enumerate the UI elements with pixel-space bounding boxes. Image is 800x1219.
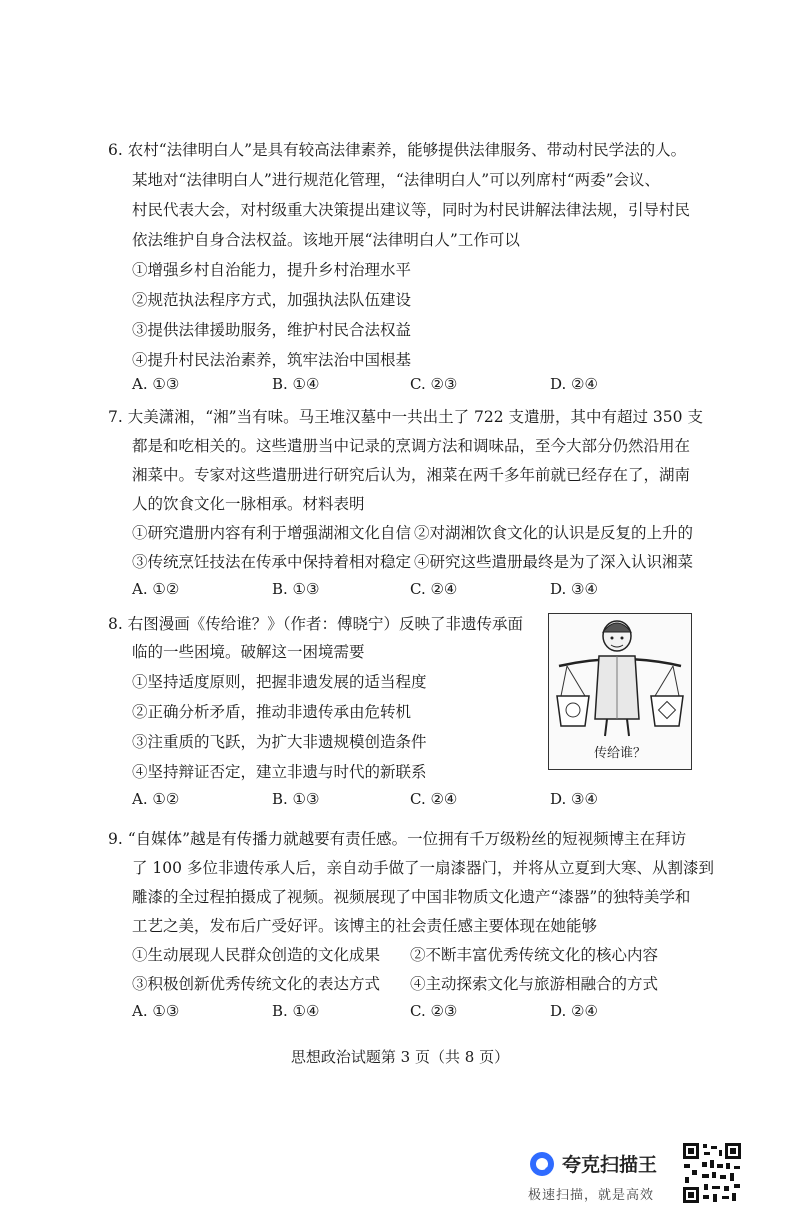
q9-answer-d: D. ②④: [550, 1002, 598, 1020]
q9-answer-a: A. ①③: [132, 1002, 180, 1020]
q8-stem-line-2: 临的一些困境。破解这一困境需要: [132, 643, 365, 661]
q7-option-4: ④研究这些遣册最终是为了深入认识湘菜: [414, 553, 694, 571]
q9-option-4: ④主动探索文化与旅游相融合的方式: [410, 975, 659, 993]
q8-option-4: ④坚持辩证否定，建立非遗与时代的新联系: [132, 763, 427, 781]
q8-answer-c: C. ②④: [410, 790, 458, 808]
q7-option-3: ③传统烹饪技法在传承中保持着相对稳定: [132, 553, 412, 571]
q7-stem-line-4: 人的饮食文化一脉相承。材料表明: [132, 495, 365, 513]
q6-option-3: ③提供法律援助服务，维护村民合法权益: [132, 321, 412, 339]
q8-answer-b: B. ①③: [272, 790, 320, 808]
q9-stem-line-4: 工艺之美，发布后广受好评。该博主的社会责任感主要体现在她能够: [132, 917, 598, 935]
scanner-slogan: 极速扫描，就是高效: [528, 1188, 655, 1203]
q8-answer-d: D. ③④: [550, 790, 598, 808]
q6-answer-c: C. ②③: [410, 375, 458, 393]
cartoon-caption: 传给谁？: [593, 746, 646, 761]
q7-answer-a: A. ①②: [132, 580, 180, 598]
q9-answer-c: C. ②③: [410, 1002, 458, 1020]
q7-answer-c: C. ②④: [410, 580, 458, 598]
scanner-watermark: [528, 1150, 678, 1210]
q6-answer-a: A. ①③: [132, 375, 180, 393]
q7-answer-d: D. ③④: [550, 580, 598, 598]
q6-stem-line-1: 6. 农村“法律明白人”是具有较高法律素养，能够提供法律服务、带动村民学法的人。: [108, 141, 687, 159]
q6-stem-line-3: 村民代表大会，对村级重大决策提出建议等，同时为村民讲解法律法规，引导村民: [132, 201, 691, 219]
q7-option-1: ①研究遣册内容有利于增强湖湘文化自信: [132, 524, 412, 542]
q6-answer-b: B. ①④: [272, 375, 320, 393]
scanner-brand-name: 夸克扫描王: [562, 1154, 658, 1176]
q7-option-2: ②对湖湘饮食文化的认识是反复的上升的: [414, 524, 694, 542]
q7-stem-line-3: 湘菜中。专家对这些遣册进行研究后认为，湘菜在两千多年前就已经存在了，湖南: [132, 466, 691, 484]
q8-option-2: ②正确分析矛盾，推动非遗传承由危转机: [132, 703, 412, 721]
q7-stem-line-2: 都是和吃相关的。这些遣册当中记录的烹调方法和调味品，至今大部分仍然沿用在: [132, 437, 691, 455]
q6-option-1: ①增强乡村自治能力，提升乡村治理水平: [132, 261, 412, 279]
q6-stem-line-2: 某地对“法律明白人”进行规范化管理，“法律明白人”可以列席村“两委”会议、: [132, 171, 661, 189]
q6-option-4: ④提升村民法治素养，筑牢法治中国根基: [132, 351, 412, 369]
q8-option-1: ①坚持适度原则，把握非遗发展的适当程度: [132, 673, 427, 691]
q9-option-1: ①生动展现人民群众创造的文化成果: [132, 946, 381, 964]
old-man-carrying-pole-icon: [549, 614, 691, 739]
cartoon-illustration: [548, 613, 692, 770]
qr-code-icon: [682, 1142, 742, 1204]
q8-answer-a: A. ①②: [132, 790, 180, 808]
quark-logo-icon: [528, 1150, 556, 1178]
q8-option-3: ③注重质的飞跃，为扩大非遗规模创造条件: [132, 733, 427, 751]
q6-answer-d: D. ②④: [550, 375, 598, 393]
q9-option-3: ③积极创新优秀传统文化的表达方式: [132, 975, 381, 993]
q9-stem-line-2: 了 100 多位非遗传承人后，亲自动手做了一扇漆器门，并将从立夏到大寒、从割漆到: [132, 859, 714, 877]
q9-answer-b: B. ①④: [272, 1002, 320, 1020]
q7-stem-line-1: 7. 大美潇湘，“湘”当有味。马王堆汉墓中一共出土了 722 支遣册，其中有超过 350 支: [108, 408, 703, 426]
q6-option-2: ②规范执法程序方式，加强执法队伍建设: [132, 291, 412, 309]
page-footer: 思想政治试题第 3 页（共 8 页）: [290, 1048, 510, 1066]
q9-option-2: ②不断丰富优秀传统文化的核心内容: [410, 946, 659, 964]
q9-stem-line-1: 9. “自媒体”越是有传播力就越要有责任感。一位拥有千万级粉丝的短视频博主在拜访: [108, 830, 687, 848]
q6-stem-line-4: 依法维护自身合法权益。该地开展“法律明白人”工作可以: [132, 231, 520, 249]
q9-stem-line-3: 雕漆的全过程拍摄成了视频。视频展现了中国非物质文化遗产“漆器”的独特美学和: [132, 888, 691, 906]
q7-answer-b: B. ①③: [272, 580, 320, 598]
q8-stem-line-1: 8. 右图漫画《传给谁？》（作者：傅晓宁）反映了非遗传承面: [108, 615, 523, 633]
